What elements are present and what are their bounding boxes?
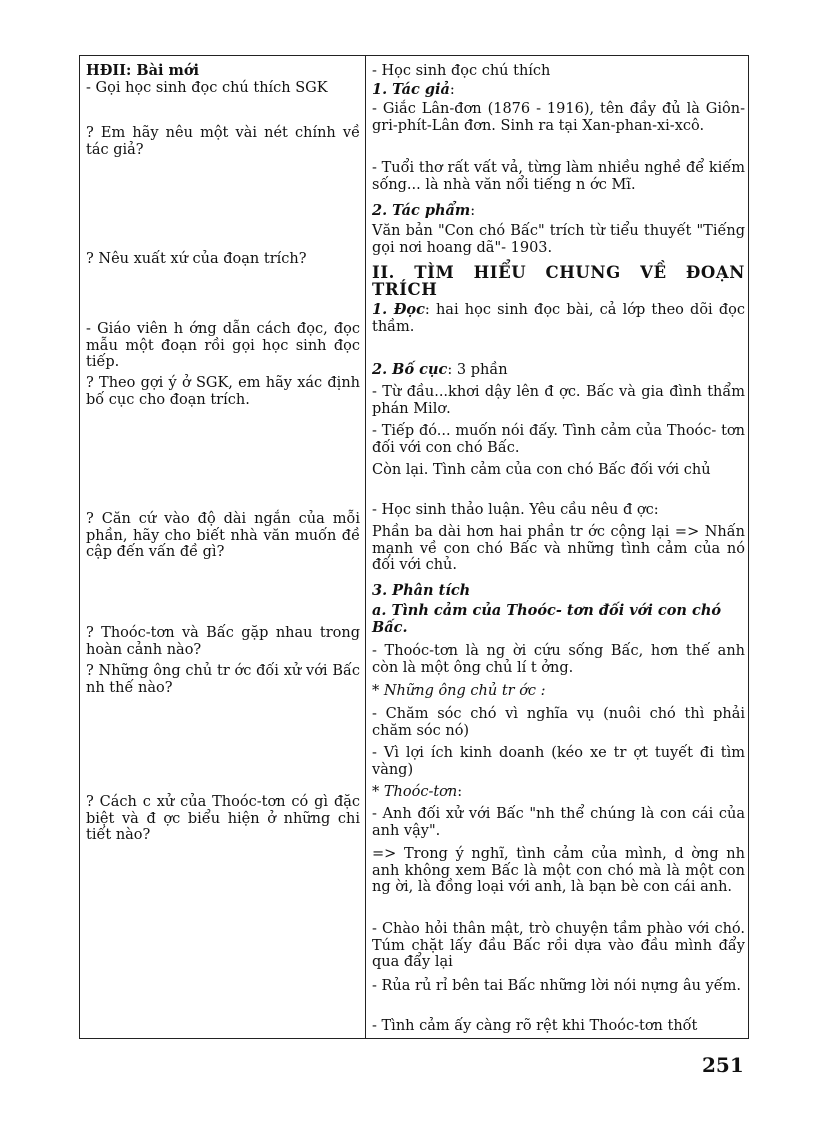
duty-text: - Chăm sóc chó vì nghĩa vụ (nuôi chó thì phải chăm sóc nó) bbox=[372, 706, 745, 739]
question-origin: ? Nêu xuất xứ của đoạn trích? bbox=[86, 251, 307, 267]
page-number: 251 bbox=[702, 1053, 744, 1077]
layout-heading: 2. Bố cục bbox=[372, 361, 448, 378]
greeting-text: - Chào hỏi thân mật, trò chuyện tầm phào với chó. Túm chặt lấy đầu Bấc rồi dựa vào đầu mình đẩy qua đẩy lại bbox=[372, 921, 745, 970]
analysis-heading: 3. Phân tích bbox=[372, 582, 471, 599]
lesson-table bbox=[79, 55, 749, 1039]
question-read-notes: - Gọi học sinh đọc chú thích SGK bbox=[86, 80, 328, 96]
profit-text: - Vì lợi ích kinh doanh (kéo xe tr ợt tuyết đi tìm vàng) bbox=[372, 745, 745, 778]
work-heading: 2. Tác phẩm bbox=[372, 202, 471, 219]
part-three: Còn lại. Tình cảm của con chó Bấc đối với chủ bbox=[372, 462, 711, 478]
reading-text: : hai học sinh đọc bài, cả lớp theo dõi đọc thầm. bbox=[372, 302, 745, 335]
subsection-a-heading: a. Tình cảm của Thoóc- tơn đối với con chó Bấc. bbox=[372, 602, 722, 636]
discussion-text: - Học sinh thảo luận. Yêu cầu nêu đ ợc: bbox=[372, 502, 659, 518]
mind-text: => Trong ý nghĩ, tình cảm của mình, d ờng nh anh không xem Bấc là một con chó mà là một con ng ời, là đồng loại với anh, là bạn bè con cái anh. bbox=[372, 846, 745, 895]
section-two-heading: II. TÌM HIỂU CHUNG VỀ ĐOẠN TRÍCH bbox=[372, 263, 745, 299]
read-notes: - Học sinh đọc chú thích bbox=[372, 63, 551, 79]
work-text: Văn bản "Con chó Bấc" trích từ tiểu thuyết "Tiếng gọi nơi hoang dã"- 1903. bbox=[372, 223, 745, 256]
question-behaviour: ? Cách c xử của Thoóc-tơn có gì đặc biệt và đ ợc biểu hiện ở những chi tiết nào? bbox=[86, 794, 360, 843]
part-one: - Từ đầu...khơi dậy lên đ ợc. Bấc và gia đình thẩm phán Milơ. bbox=[372, 384, 745, 417]
author-heading: 1. Tác giả bbox=[372, 81, 450, 98]
student-column: - Học sinh đọc chú thích 1. Tác giả: - Giắc Lân-đơn (1876 - 1916), tên đầy đủ là Giôn-gri-phít-Lân đơn. Sinh ra tại Xan-phan-xi-xcô. - Tuổi thơ rất vất vả, từng làm nhiều nghề để kiếm sống... là nhà văn nổi tiếng n ớc Mĩ. 2. Tác phẩm: Văn bản "Con chó Bấc" trích từ tiểu thuyết "Tiếng gọi nơi hoang dã"- 1903. II. TÌM HIỂU CHUNG VỀ ĐOẠN TRÍCH 1. Đọc: hai học sinh đọc bài, cả lớp theo dõi đọc thầm. 2. Bố cục: 3 phần - Từ đầu...khơi dậy lên đ ợc. Bấc và gia đình thẩm phán Milơ. - Tiếp đó... muốn nói đấy. Tình cảm của Thoóc- tơn đối với con chó Bấc. Còn lại. Tình cảm của con chó Bấc đối với chủ - Học sinh thảo luận. Yêu cầu nêu đ ợc: Phần ba dài hơn hai phần tr ớc cộng lại => Nhấn mạnh về con chó Bấc và những tình cảm của nó đối với chủ. 3. Phân tích a. Tình cảm của Thoóc- tơn đối với con chó Bấc. - Thoóc-tơn là ng ời cứu sống Bấc, hơn thế anh còn là một ông chủ lí t ởng. * Những ông chủ tr ớc : - Chăm sóc chó vì nghĩa vụ (nuôi chó thì phải chăm sóc nó) - Vì lợi ích kinh doanh (kéo xe tr ợt tuyết đi tìm vàng) * Thoóc-tơn: - Anh đối xử với Bấc "nh thể chúng là con cái của anh vậy". => Trong ý nghĩ, tình cảm của mình, d ờng nh anh không xem Bấc là một con chó mà là một con ng ời, là đồng loại với anh, là bạn bè con cái anh. - Chào hỏi thân mật, trò chuyện tầm phào với chó. Túm chặt lấy đầu Bấc rồi dựa vào đầu mình đẩy qua đẩy lại - Rủa rủ rỉ bên tai Bấc những lời nói nựng âu yếm. - Tình cảm ấy càng rõ rệt khi Thoóc-tơn thốt bbox=[372, 63, 745, 1034]
lesson-title: HĐII: Bài mới bbox=[86, 62, 200, 79]
author-text: - Giắc Lân-đơn (1876 - 1916), tên đầy đủ là Giôn-gri-phít-Lân đơn. Sinh ra tại Xan-phan-xi-xcô. bbox=[372, 101, 745, 134]
reading-heading: 1. Đọc bbox=[372, 301, 425, 318]
treatment-text: - Anh đối xử với Bấc "nh thể chúng là con cái của anh vậy". bbox=[372, 806, 745, 839]
previous-owners-heading: * Những ông chủ tr ớc : bbox=[372, 683, 546, 699]
savior-text: - Thoóc-tơn là ng ời cứu sống Bấc, hơn thế anh còn là một ông chủ lí t ởng. bbox=[372, 643, 745, 676]
conclusion-text: Phần ba dài hơn hai phần tr ớc cộng lại => Nhấn mạnh về con chó Bấc và những tình cảm của nó đối với chủ. bbox=[372, 524, 745, 573]
thornton-heading: * Thoóc-tơn bbox=[372, 784, 458, 800]
question-layout: ? Theo gợi ý ở SGK, em hãy xác định bố cục cho đoạn trích. bbox=[86, 375, 360, 408]
teacher-column bbox=[80, 56, 365, 1038]
clearer-text: - Tình cảm ấy càng rõ rệt khi Thoóc-tơn thốt bbox=[372, 1018, 698, 1034]
layout-text: : 3 phần bbox=[447, 362, 508, 378]
childhood-text: - Tuổi thơ rất vất vả, từng làm nhiều nghề để kiếm sống... là nhà văn nổi tiếng n ớc Mĩ. bbox=[372, 160, 745, 193]
question-meeting: ? Thoóc-tơn và Bấc gặp nhau trong hoàn cảnh nào? bbox=[86, 625, 360, 658]
question-author: ? Em hãy nêu một vài nét chính về tác giả? bbox=[86, 125, 360, 158]
question-length: ? Căn cứ vào độ dài ngắn của mỗi phần, hãy cho biết nhà văn muốn đề cập đến vấn đề gì? bbox=[86, 511, 360, 560]
question-reading-guide: - Giáo viên h ớng dẫn cách đọc, đọc mẫu một đoạn rồi gọi học sinh đọc tiếp. bbox=[86, 321, 360, 370]
part-two: - Tiếp đó... muốn nói đấy. Tình cảm của Thoóc- tơn đối với con chó Bấc. bbox=[372, 423, 745, 456]
whisper-text: - Rủa rủ rỉ bên tai Bấc những lời nói nựng âu yếm. bbox=[372, 978, 742, 994]
question-previous-owners: ? Những ông chủ tr ớc đối xử với Bấc nh thế nào? bbox=[86, 663, 360, 696]
